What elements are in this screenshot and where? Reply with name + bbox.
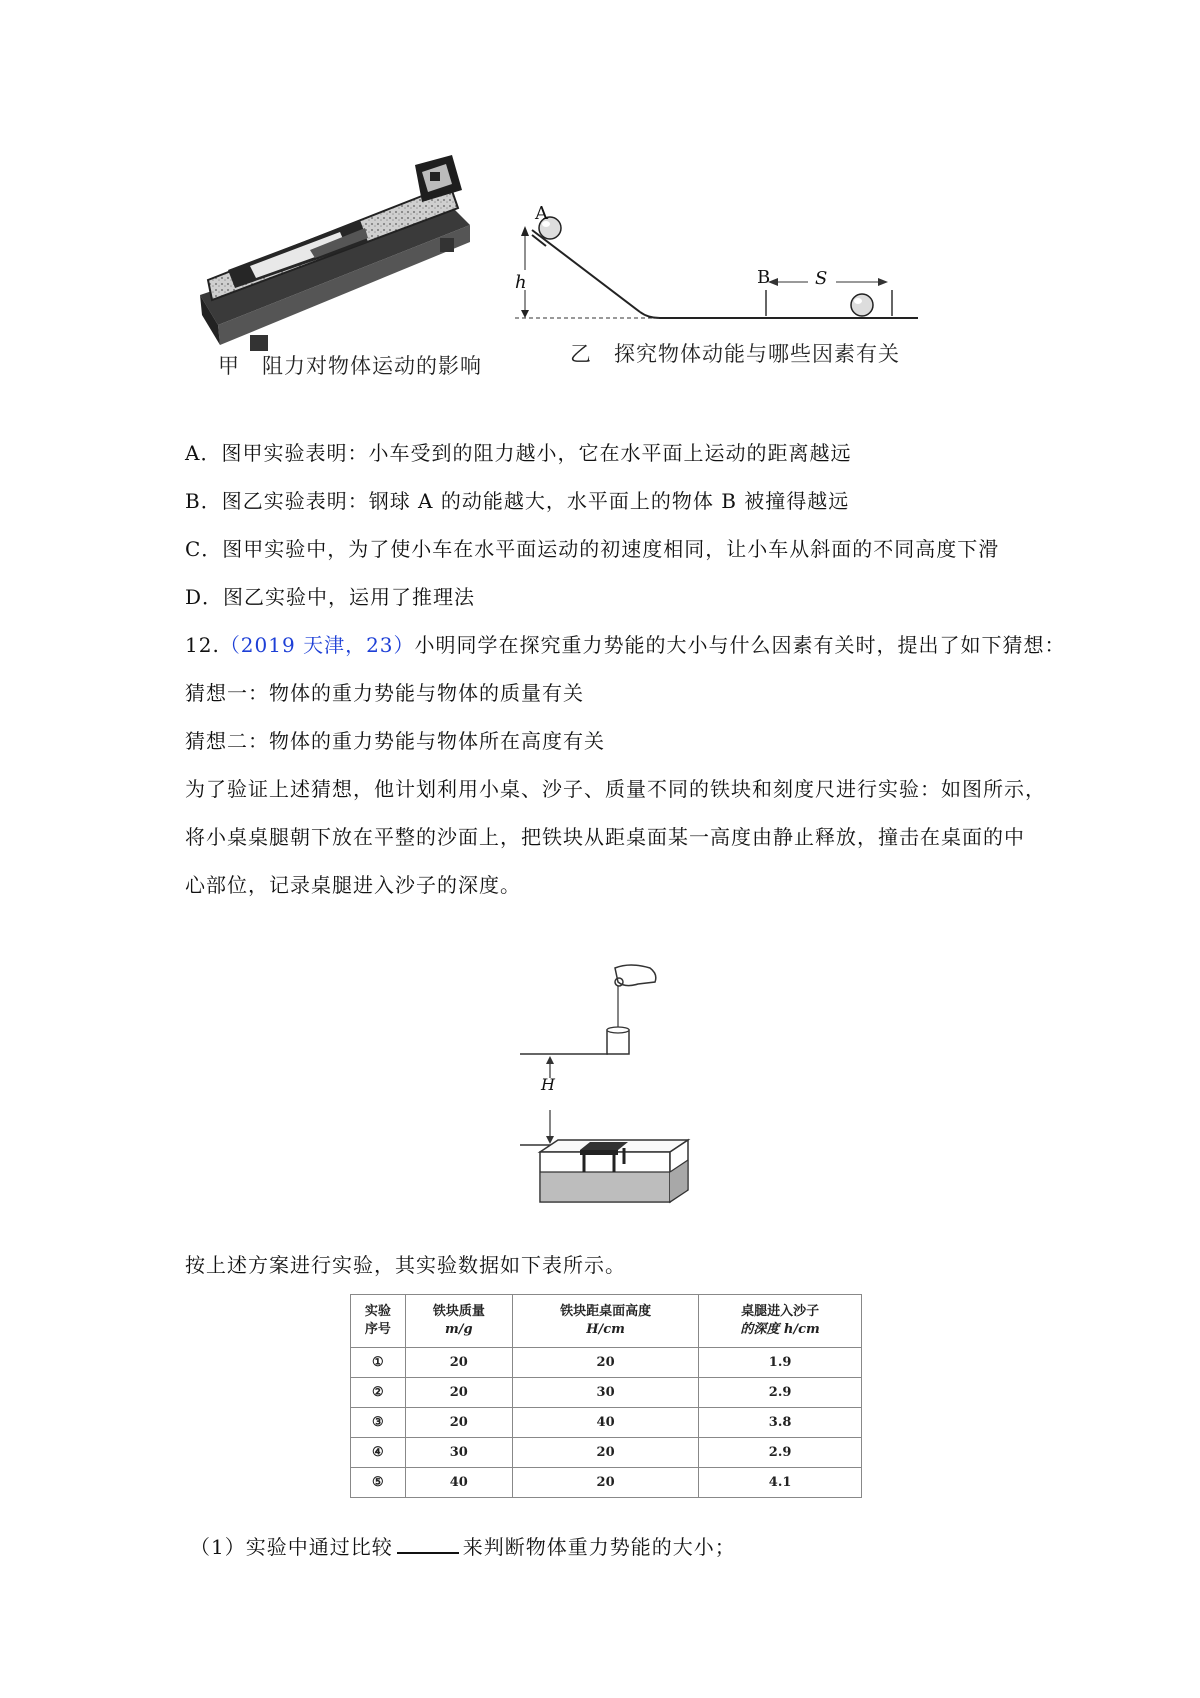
- label-h: h: [515, 272, 527, 293]
- figure-jia-caption: 甲 阻力对物体运动的影响: [218, 354, 482, 378]
- table-intro: 按上述方案进行实验，其实验数据如下表所示。: [185, 1253, 626, 1277]
- paragraph-line-2: 将小桌桌腿朝下放在平整的沙面上，把铁块从距桌面某一高度由静止释放，撞击在桌面的中: [185, 825, 1025, 849]
- label-s: S: [815, 268, 828, 289]
- question-source: （2019 天津，23）: [219, 633, 415, 657]
- experiment-data-table: [350, 1294, 862, 1498]
- header-trial: 实验 序号: [351, 1295, 406, 1348]
- table-row: ③ 20 40 3.8: [351, 1407, 862, 1437]
- guess-2: 猜想二：物体的重力势能与物体所在高度有关: [185, 729, 605, 753]
- table-row: ⑤ 40 20 4.1: [351, 1467, 862, 1497]
- question-stem-text: 小明同学在探究重力势能的大小与什么因素有关时，提出了如下猜想：: [414, 633, 1066, 657]
- option-b: B．图乙实验表明：钢球 A 的动能越大，水平面上的物体 B 被撞得越远: [185, 489, 850, 513]
- question-number: 12.: [185, 633, 220, 657]
- label-b: B: [757, 267, 771, 288]
- figure-yi-diagram: [510, 190, 930, 340]
- table-row: ② 20 30 2.9: [351, 1377, 862, 1407]
- sandbox-experiment-figure: [510, 960, 710, 1210]
- guess-1: 猜想一：物体的重力势能与物体的质量有关: [185, 681, 584, 705]
- option-d: D．图乙实验中，运用了推理法: [185, 585, 476, 609]
- paragraph-line-1: 为了验证上述猜想，他计划利用小桌、沙子、质量不同的铁块和刻度尺进行实验：如图所示，: [185, 777, 1046, 801]
- label-H: H: [541, 1075, 555, 1094]
- sub-question-1-prefix: （1）实验中通过比较: [190, 1535, 393, 1559]
- option-c: C．图甲实验中，为了使小车在水平面运动的初速度相同，让小车从斜面的不同高度下滑: [185, 537, 1000, 561]
- answer-blank[interactable]: [397, 1532, 459, 1554]
- table-row: ① 20 20 1.9: [351, 1347, 862, 1377]
- figure-jia-image: [190, 150, 520, 370]
- header-depth: 桌腿进入沙子 的深度 h/cm: [699, 1295, 862, 1348]
- figure-yi-caption: 乙 探究物体动能与哪些因素有关: [570, 342, 900, 366]
- header-mass: 铁块质量 m/g: [405, 1295, 512, 1348]
- sub-question-1: [190, 1532, 736, 1562]
- label-a: A: [535, 203, 548, 224]
- paragraph-line-3: 心部位，记录桌腿进入沙子的深度。: [185, 873, 521, 897]
- table-row: ④ 30 20 2.9: [351, 1437, 862, 1467]
- question-12-stem: [185, 630, 1066, 660]
- table-header-row: [351, 1295, 862, 1348]
- sub-question-1-suffix: 来判断物体重力势能的大小；: [462, 1535, 736, 1559]
- header-height: 铁块距桌面高度 H/cm: [512, 1295, 698, 1348]
- option-a: A．图甲实验表明：小车受到的阻力越小，它在水平面上运动的距离越远: [185, 441, 852, 465]
